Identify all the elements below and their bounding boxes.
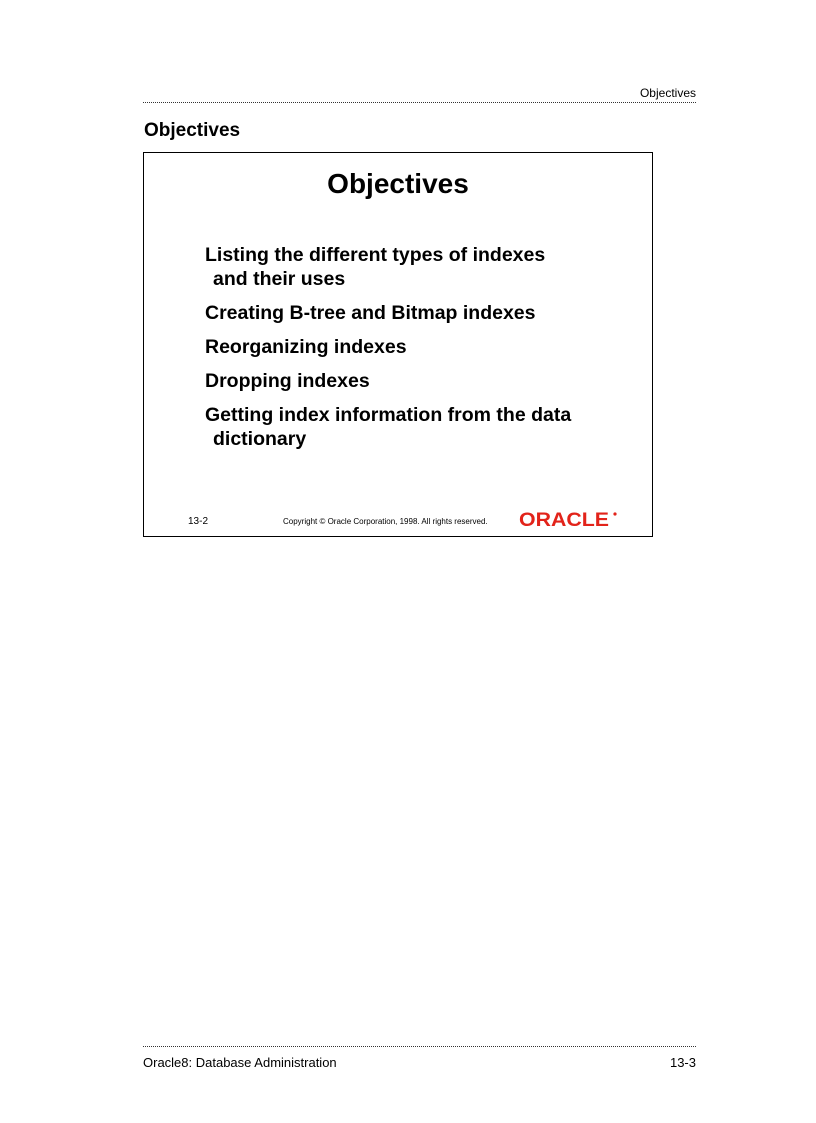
objectives-list	[205, 243, 571, 461]
oracle-logo-icon	[519, 509, 619, 529]
header-divider	[143, 102, 696, 103]
oracle-logo-dot	[613, 512, 616, 515]
objective-line: Reorganizing indexes	[205, 336, 407, 358]
course-title: Oracle8: Database Administration	[143, 1055, 337, 1070]
slide-footer	[144, 510, 652, 531]
objective-item	[205, 243, 571, 291]
page-number: 13-3	[669, 1055, 696, 1070]
objective-line: dictionary	[213, 428, 307, 450]
objective-line: Creating B-tree and Bitmap indexes	[205, 302, 536, 324]
section-heading: Objectives	[144, 120, 241, 141]
slide-frame	[143, 152, 653, 537]
objective-line: Getting index information from the data	[205, 404, 572, 426]
slide-copyright: Copyright © Oracle Corporation, 1998. All rights reserved.	[283, 517, 488, 526]
slide-title: Objectives	[327, 168, 469, 199]
slide-number: 13-2	[188, 516, 209, 527]
objective-line: Dropping indexes	[205, 370, 370, 392]
objective-line: Listing the different types of indexes	[205, 244, 546, 266]
objective-item	[205, 369, 571, 393]
objective-item	[205, 403, 571, 451]
objective-item	[205, 301, 571, 325]
oracle-logo-text: ORACLE	[519, 510, 609, 529]
footer-divider	[143, 1046, 696, 1047]
objective-item	[205, 335, 571, 359]
running-header-title: Objectives	[639, 86, 696, 100]
objective-line: and their uses	[213, 268, 346, 290]
